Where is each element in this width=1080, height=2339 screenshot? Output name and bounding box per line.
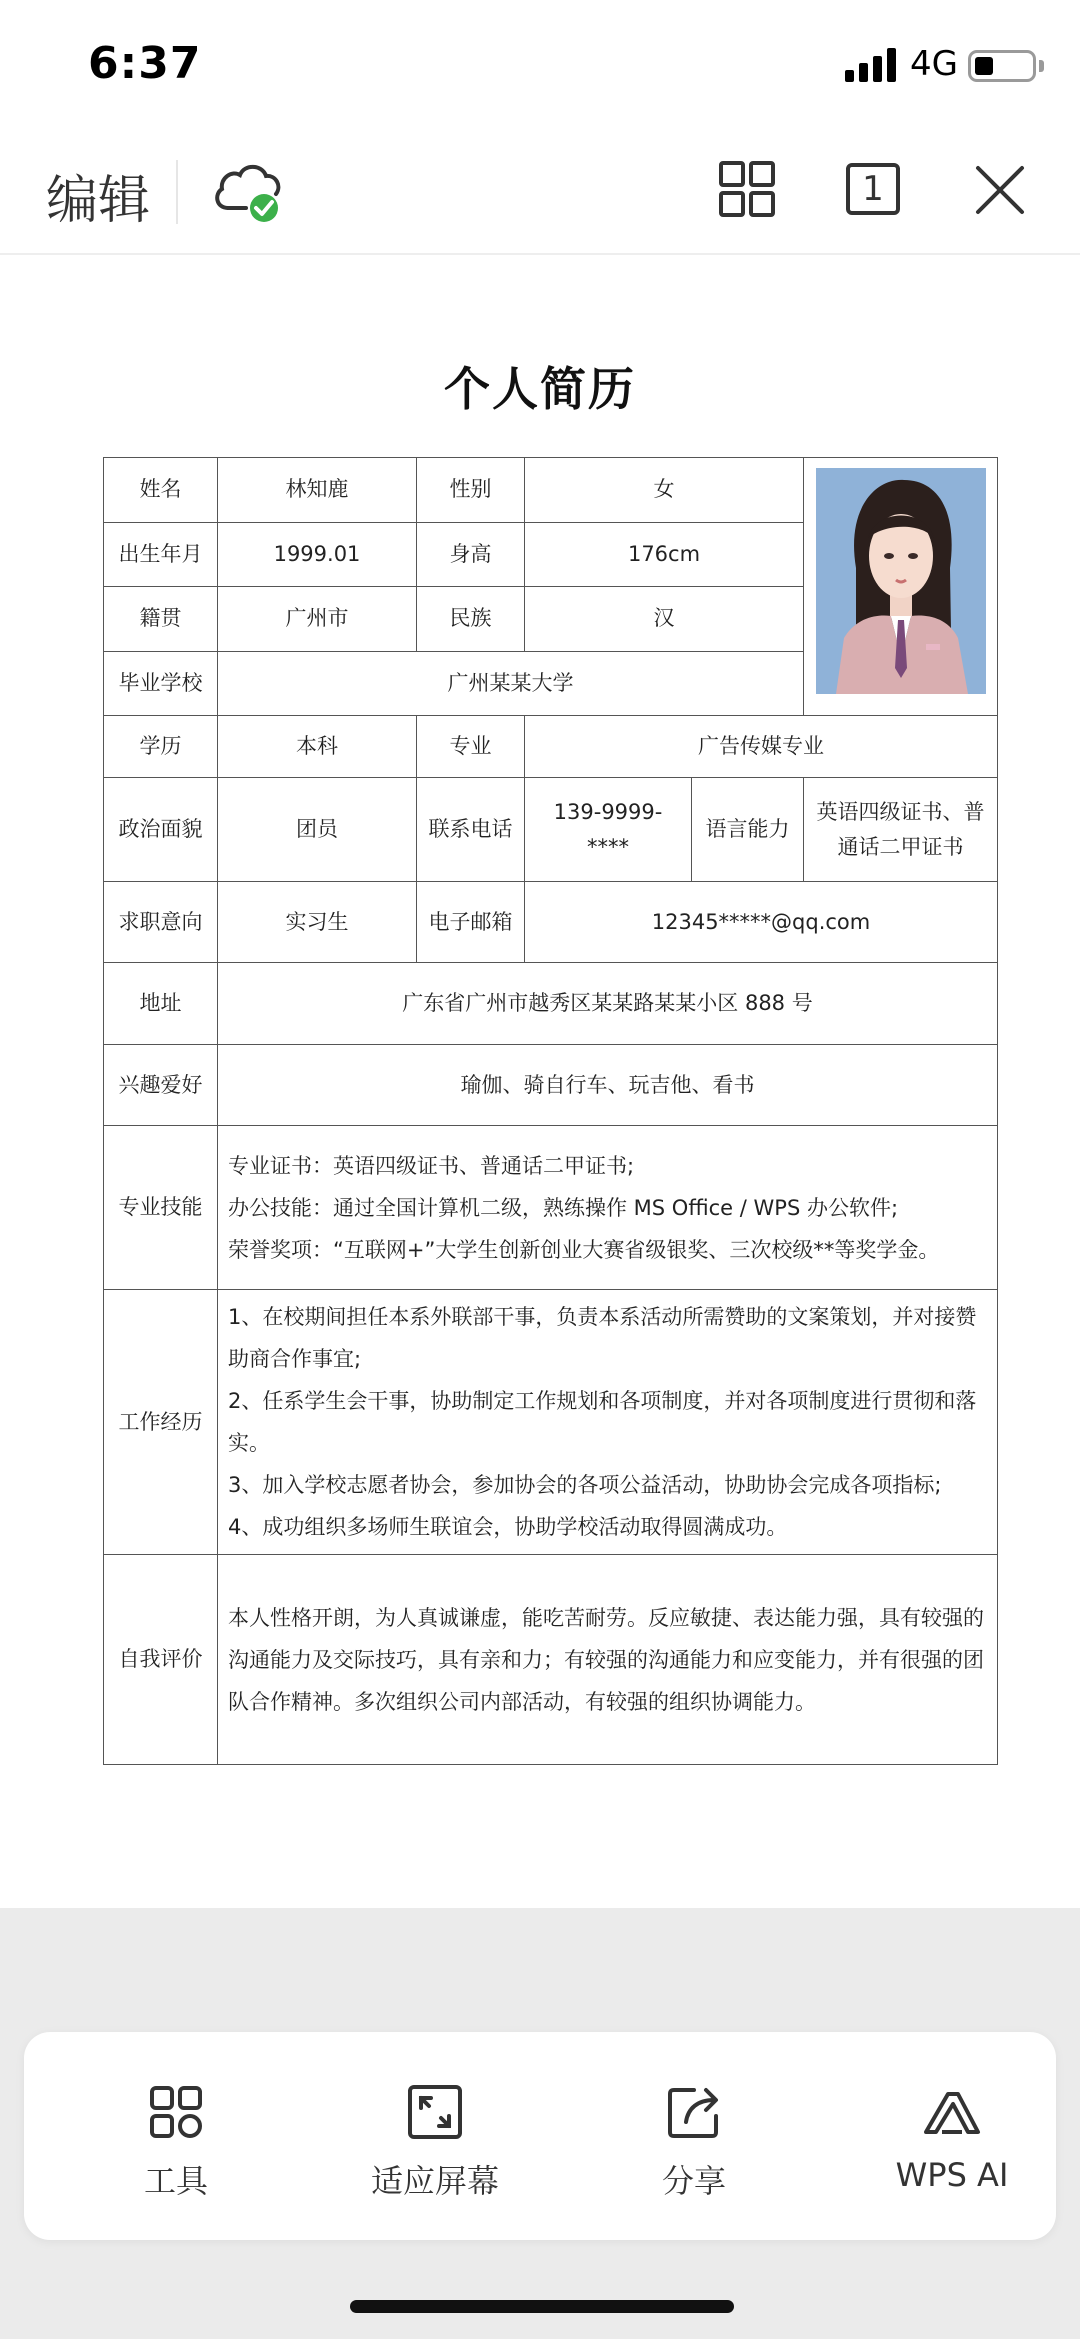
self-value: 本人性格开朗，为人真诚谦虚，能吃苦耐劳。反应敏捷、表达能力强，具有较强的沟通能力及交际技巧，具有亲和力；有较强的沟通能力和应变能力，并有很强的团队合作精神。多次组织公司内部活动，有较强的组织协调能力。 bbox=[218, 1555, 998, 1765]
wps-ai-label: WPS AI bbox=[895, 2156, 1009, 2194]
share-icon bbox=[664, 2082, 724, 2142]
bottom-action-bar bbox=[24, 2032, 1056, 2240]
address-label: 地址 bbox=[104, 963, 218, 1045]
status-bar bbox=[0, 0, 1080, 130]
table-row bbox=[104, 1045, 998, 1126]
edit-button[interactable]: 编辑 bbox=[46, 171, 151, 231]
work-line: 3、加入学校志愿者协会，参加协会的各项公益活动，协助协会完成各项指标; bbox=[228, 1473, 942, 1497]
work-value bbox=[218, 1290, 998, 1555]
table-row bbox=[104, 1126, 998, 1290]
language-label: 语言能力 bbox=[692, 778, 804, 882]
photo-cell bbox=[804, 458, 998, 716]
battery-icon bbox=[968, 50, 1036, 82]
table-row bbox=[104, 716, 998, 778]
fit-screen-icon bbox=[405, 2082, 465, 2142]
wps-ai-icon bbox=[922, 2082, 982, 2142]
major-value: 广告传媒专业 bbox=[525, 716, 998, 778]
hobby-value: 瑜伽、骑自行车、玩吉他、看书 bbox=[218, 1045, 998, 1126]
political-value: 团员 bbox=[218, 778, 417, 882]
height-label: 身高 bbox=[417, 522, 525, 587]
resume-table bbox=[103, 457, 998, 1765]
fit-screen-label: 适应屏幕 bbox=[370, 2162, 499, 2200]
share-label: 分享 bbox=[661, 2162, 726, 2200]
table-row bbox=[104, 882, 998, 963]
page-count-button[interactable]: 1 bbox=[846, 163, 900, 215]
document-title: 个人简历 bbox=[444, 362, 636, 416]
phone-label: 联系电话 bbox=[417, 778, 525, 882]
table-row bbox=[104, 458, 998, 523]
language-value: 英语四级证书、普通话二甲证书 bbox=[804, 778, 998, 882]
self-label: 自我评价 bbox=[104, 1555, 218, 1765]
school-label: 毕业学校 bbox=[104, 651, 218, 716]
table-row bbox=[104, 963, 998, 1045]
email-label: 电子邮箱 bbox=[417, 882, 525, 963]
work-line: 1、在校期间担任本系外联部干事，负责本系活动所需赞助的文案策划，并对接赞助商合作事宜; bbox=[228, 1305, 977, 1371]
close-icon[interactable] bbox=[972, 162, 1028, 218]
fit-screen-button[interactable] bbox=[335, 2082, 535, 2212]
birth-value: 1999.01 bbox=[218, 522, 417, 587]
toolbar-divider bbox=[176, 160, 178, 224]
name-value: 林知鹿 bbox=[218, 458, 417, 523]
skills-label: 专业技能 bbox=[104, 1126, 218, 1290]
political-label: 政治面貌 bbox=[104, 778, 218, 882]
work-label: 工作经历 bbox=[104, 1290, 218, 1555]
tools-button[interactable] bbox=[76, 2082, 276, 2212]
native-label: 籍贯 bbox=[104, 587, 218, 652]
table-row bbox=[104, 1555, 998, 1765]
table-row bbox=[104, 778, 998, 882]
network-type: 4G bbox=[910, 44, 958, 84]
hobby-label: 兴趣爱好 bbox=[104, 1045, 218, 1126]
education-value: 本科 bbox=[218, 716, 417, 778]
tools-icon bbox=[146, 2082, 206, 2142]
skills-line: 荣誉奖项：“互联网+”大学生创新创业大赛省级银奖、三次校级**等奖学金。 bbox=[228, 1237, 940, 1262]
name-label: 姓名 bbox=[104, 458, 218, 523]
intention-value: 实习生 bbox=[218, 882, 417, 963]
cloud-saved-icon[interactable] bbox=[210, 158, 286, 224]
skills-value bbox=[218, 1126, 998, 1290]
skills-line: 办公技能：通过全国计算机二级，熟练操作 MS Office / WPS 办公软件; bbox=[228, 1195, 899, 1220]
height-value: 176cm bbox=[525, 522, 804, 587]
ethnicity-label: 民族 bbox=[417, 587, 525, 652]
school-value: 广州某某大学 bbox=[218, 651, 804, 716]
work-line: 2、任系学生会干事，协助制定工作规划和各项制度，并对各项制度进行贯彻和落实。 bbox=[228, 1389, 977, 1455]
status-time: 6:37 bbox=[88, 38, 202, 89]
share-button[interactable] bbox=[594, 2082, 794, 2212]
birth-label: 出生年月 bbox=[104, 522, 218, 587]
battery-tip bbox=[1039, 60, 1044, 72]
portrait-photo bbox=[816, 468, 986, 694]
document-page[interactable] bbox=[0, 257, 1080, 1907]
home-indicator[interactable] bbox=[350, 2300, 734, 2313]
major-label: 专业 bbox=[417, 716, 525, 778]
grid-icon[interactable] bbox=[718, 160, 776, 218]
intention-label: 求职意向 bbox=[104, 882, 218, 963]
table-row bbox=[104, 1290, 998, 1555]
email-value: 12345*****@qq.com bbox=[525, 882, 998, 963]
phone-value: 139-9999-**** bbox=[525, 778, 692, 882]
wps-ai-button[interactable] bbox=[852, 2082, 1052, 2212]
education-label: 学历 bbox=[104, 716, 218, 778]
gender-label: 性别 bbox=[417, 458, 525, 523]
work-line: 4、成功组织多场师生联谊会，协助学校活动取得圆满成功。 bbox=[228, 1515, 788, 1539]
tools-label: 工具 bbox=[143, 2162, 208, 2200]
cellular-signal-icon bbox=[845, 48, 897, 82]
gender-value: 女 bbox=[525, 458, 804, 523]
top-toolbar bbox=[0, 130, 1080, 255]
address-value: 广东省广州市越秀区某某路某某小区 888 号 bbox=[218, 963, 998, 1045]
ethnicity-value: 汉 bbox=[525, 587, 804, 652]
native-value: 广州市 bbox=[218, 587, 417, 652]
skills-line: 专业证书：英语四级证书、普通话二甲证书; bbox=[228, 1153, 635, 1178]
